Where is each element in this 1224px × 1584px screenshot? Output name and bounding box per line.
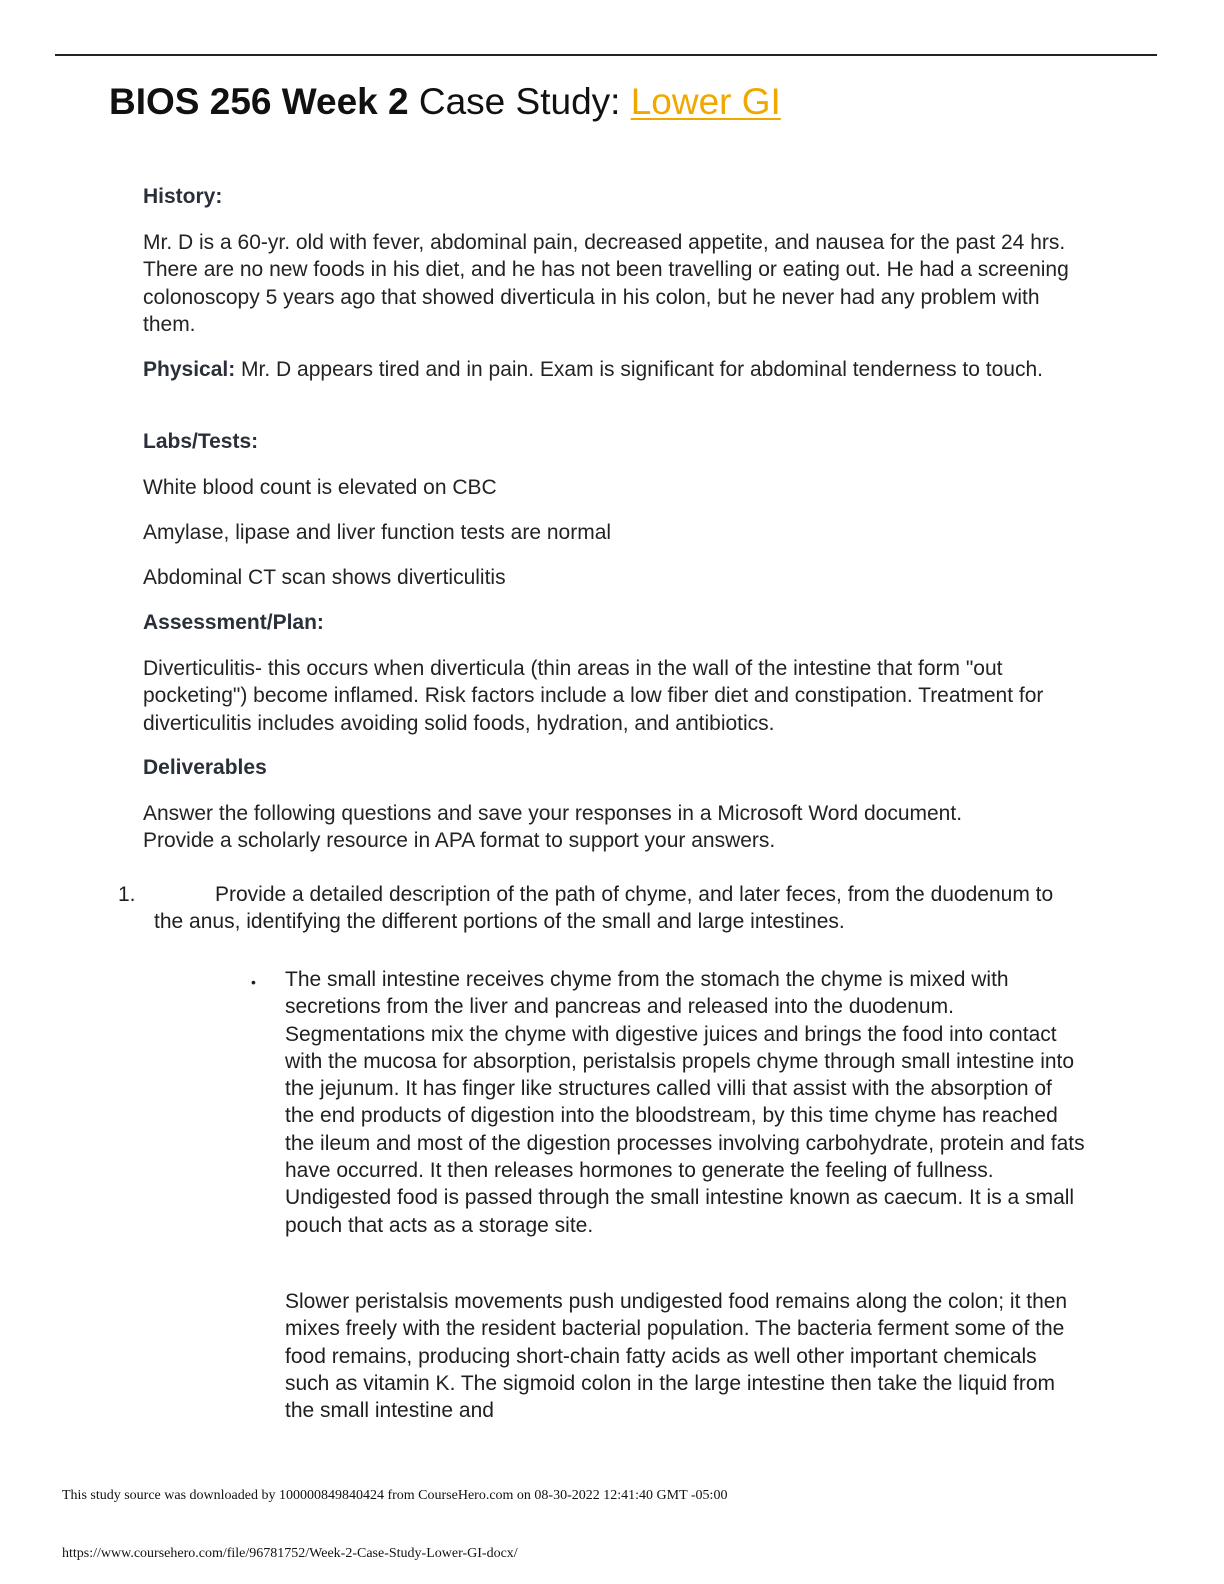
lab-item-amylase: Amylase, lipase and liver function tests are normal: [143, 521, 612, 544]
assessment-heading: Assessment/Plan:: [143, 611, 324, 634]
answer-paragraph-2: Slower peristalsis movements push undigested food remains along the colon; it then mixes freely with the resident bacterial population. The bacteria ferment some of the food remains, producing short-chain fatty acids as well other important chemicals such as vitamin K. The sigmoid colon in the large intestine then take the liquid from the small intestine and: [285, 1290, 1068, 1423]
labs-heading: Labs/Tests:: [143, 430, 259, 453]
lab-item-cbc: White blood count is elevated on CBC: [143, 476, 497, 499]
deliverables-text: Answer the following questions and save your responses in a Microsoft Word document. Provide a scholarly resource in APA format to support your answers.: [143, 802, 963, 853]
question-number: 1.: [118, 883, 136, 906]
title-case-study: Case Study:: [408, 81, 631, 122]
physical-text: Mr. D appears tired and in pain. Exam is significant for abdominal tenderness to touch.: [235, 358, 1043, 381]
source-url[interactable]: https://www.coursehero.com/file/96781752/Week-2-Case-Study-Lower-GI-docx/: [62, 1546, 518, 1561]
document-title: [109, 80, 781, 124]
physical-paragraph: [143, 356, 1083, 383]
question-text: Provide a detailed description of the path of chyme, and later feces, from the duodenum to the anus, identifying the different portions of the small and large intestines.: [154, 883, 1054, 934]
physical-label: Physical:: [143, 358, 236, 381]
answer-paragraph-1: The small intestine receives chyme from the stomach the chyme is mixed with secretions from the liver and pancreas and released into the duodenum. Segmentations mix the chyme with digestive juices and brings the food into contact with the mucosa for absorption, peristalsis propels chyme through small intestine into the jejunum. It has finger like structures called villi that assist with the absorption of the end products of digestion into the bloodstream, by this time chyme has reached the ileum and most of the digestion processes involving carbohydrate, protein and fats have occurred. It then releases hormones to generate the feeling of fullness. Undigested food is passed through the small intestine known as caecum. It is a small pouch that acts as a storage site.: [285, 968, 1085, 1237]
title-link[interactable]: Lower GI: [630, 81, 781, 122]
deliverables-heading: Deliverables: [143, 756, 267, 779]
top-divider: [55, 54, 1157, 56]
download-source-note: This study source was downloaded by 100000849840424 from CourseHero.com on 08-30-2022 12:41:40 GMT -05:00: [62, 1488, 728, 1503]
history-heading: History:: [143, 185, 223, 208]
history-text: Mr. D is a 60-yr. old with fever, abdominal pain, decreased appetite, and nausea for the past 24 hrs. There are no new foods in his diet, and he has not been travelling or eating out. He had a screening colonoscopy 5 years ago that showed diverticula in his colon, but he never had any problem with them.: [143, 231, 1069, 337]
assessment-text: Diverticulitis- this occurs when diverticula (thin areas in the wall of the intestine that form "out pocketing") become inflamed. Risk factors include a low fiber diet and constipation. Treatment for diverticulitis includes avoiding solid foods, hydration, and antibiotics.: [143, 657, 1044, 735]
lab-item-ct: Abdominal CT scan shows diverticulitis: [143, 566, 506, 589]
bullet-icon: •: [251, 974, 256, 990]
title-course: BIOS 256 Week 2: [109, 81, 409, 122]
